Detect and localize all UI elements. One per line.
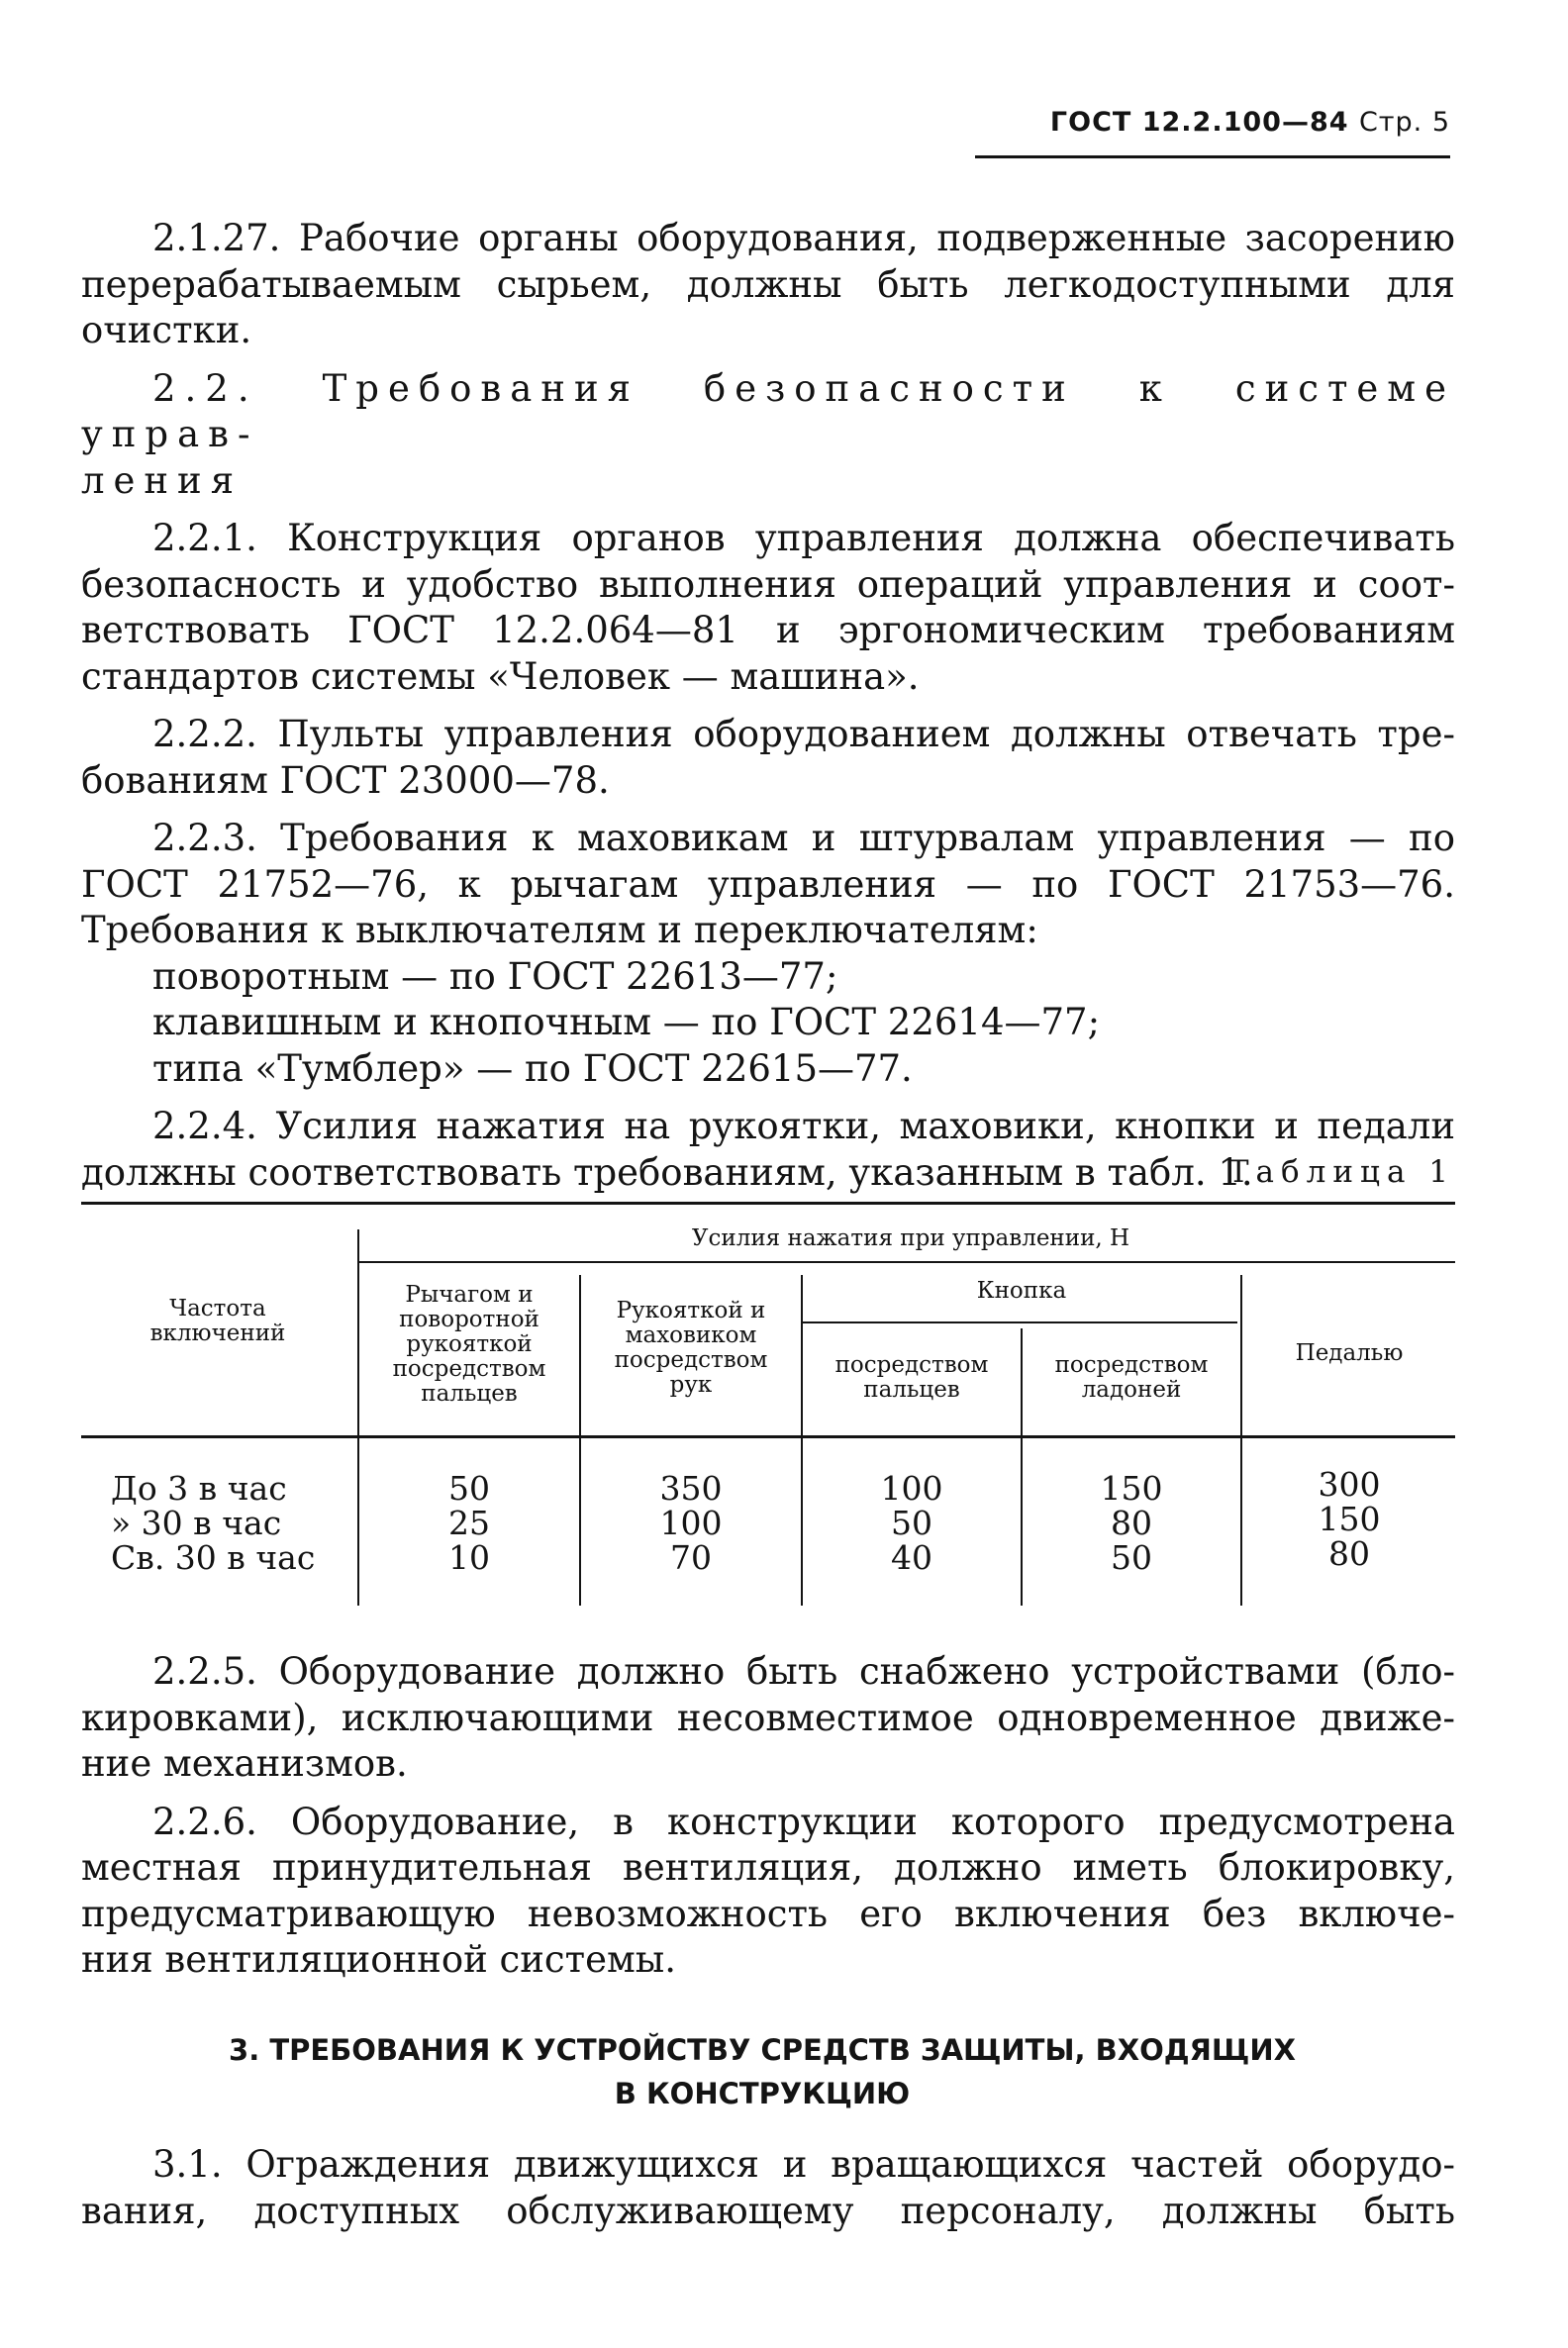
text-line: 2.2.6. Оборудование, в конструкции которого предусмотрена [152,1800,1455,1843]
cell-button-fingers: 50 [891,1504,932,1542]
paragraph-2-2-2 [81,712,1455,804]
cell-button-palms: 150 [1100,1469,1163,1508]
cell-lever: 10 [448,1538,490,1577]
col-divider [579,1275,581,1606]
text-line: вания, доступных обслуживающему персоналу, должны быть [81,2189,1455,2232]
table-top-rule [81,1202,1455,1205]
list-item: поворотным — по ГОСТ 22613—77; [152,954,838,998]
lower-text-block [81,1649,1455,1984]
col-divider [801,1275,803,1606]
cell-lever: 25 [448,1504,490,1542]
col-header-pedal: Педалью [1295,1340,1404,1366]
cell-button-fingers: 100 [880,1469,943,1508]
paragraph-2-2-3 [81,816,1455,1092]
header-doc-number: ГОСТ 12.2.100—84 [1049,107,1349,138]
col-header-button-fingers: посредством пальцев [834,1352,989,1403]
list-item: типа «Тумблер» — по ГОСТ 22615—77. [152,1046,913,1090]
text-line: Требования к выключателям и переключателям: [81,909,1038,951]
cell-pedal: 300 [1318,1465,1381,1504]
text-line: 3.1. Ограждения движущихся и вращающихся частей оборудо- [152,2143,1455,2186]
button-header-rule [802,1321,1237,1323]
text-line: ния вентиляционной системы. [81,1938,676,1981]
paragraph-2-2-5 [81,1649,1455,1788]
col-header-button: Кнопка [976,1278,1067,1304]
text-line: предусматривающую невозможность его включения без включе- [81,1892,1455,1935]
text-line: ние механизмов. [81,1742,408,1785]
cell-handle: 70 [670,1538,712,1577]
section-3-title: 3. ТРЕБОВАНИЯ К УСТРОЙСТВУ СРЕДСТВ ЗАЩИТЫ, ВХОДЯЩИХ В КОНСТРУКЦИЮ [229,2033,1296,2110]
text-line: 2.2.2. Пульты управления оборудованием должны отвечать тре- [152,713,1455,755]
header-bottom-rule [81,1435,1455,1438]
text-line: безопасность и удобство выполнения операций управления и соот- [81,562,1455,606]
col-divider [1240,1275,1242,1606]
cell-handle: 100 [659,1504,723,1542]
cell-frequency: » 30 в час [111,1504,282,1542]
table-label: Таблица 1 [1227,1154,1455,1190]
heading-2-2 [81,366,1455,505]
cell-handle: 350 [659,1469,723,1508]
text-line: должны соответствовать требованиям, указанным в табл. 1. [81,1150,1253,1194]
col-header-frequency: Частота включений [149,1296,286,1346]
text-line: ГОСТ 21752—76, к рычагам управления — по ГОСТ 21753—76. [81,862,1455,906]
cell-button-fingers: 40 [891,1538,932,1577]
cell-frequency: До 3 в час [111,1469,287,1508]
cell-button-palms: 50 [1111,1538,1152,1577]
section-heading: 2.2. Требования безопасности к системе управ- [81,366,1455,455]
header-rule [975,155,1450,158]
text-line: кировками), исключающими несовместимое одновременное движе- [81,1696,1455,1739]
col-header-button-palms: посредством ладоней [1054,1352,1209,1403]
paragraph-2-1-27 [81,216,1455,354]
paragraph-3-1 [81,2142,1455,2234]
text-line: очистки. [81,309,252,351]
header-page-number: Стр. 5 [1358,107,1450,138]
text-line: 2.2.4. Усилия нажатия на рукоятки, маховики, кнопки и педали [152,1105,1455,1147]
col-divider [1021,1328,1023,1606]
text-line: ветствовать ГОСТ 12.2.064—81 и эргономическим требованиям [81,609,1455,651]
col-header-lever: Рычагом и поворотной рукояткой посредством пальцев [392,1282,546,1407]
list-item: клавишным и кнопочным — по ГОСТ 22614—77; [152,1001,1101,1043]
col-header-handle: Рукояткой и маховиком посредством рук [614,1298,768,1398]
text-line: перерабатываемым сырьем, должны быть легкодоступными для [81,262,1455,306]
cell-pedal: 150 [1318,1500,1381,1538]
col-divider [357,1229,359,1606]
group-header: Усилия нажатия при управлении, Н [691,1225,1130,1251]
section-heading-tail: ления [81,458,244,502]
cell-lever: 50 [448,1469,490,1508]
group-header-rule [358,1261,1455,1263]
text-line: бованиям ГОСТ 23000—78. [81,758,610,802]
text-line: 2.1.27. Рабочие органы оборудования, подверженные засорению [152,217,1455,259]
cell-frequency: Св. 30 в час [111,1538,316,1577]
text-line: местная принудительная вентиляция, должно иметь блокировку, [81,1846,1455,1889]
cell-button-palms: 80 [1111,1504,1152,1542]
text-line: стандартов системы «Человек — машина». [81,654,920,698]
paragraph-2-2-6 [81,1800,1455,1984]
text-line: 2.2.5. Оборудование должно быть снабжено устройствами (бло- [152,1650,1455,1693]
text-line: 2.2.1. Конструкция органов управления должна обеспечивать [152,517,1455,559]
text-line: 2.2.3. Требования к маховикам и штурвалам управления — по [152,817,1455,859]
upper-text-block [81,216,1455,1196]
cell-pedal: 80 [1328,1534,1370,1573]
page-header [975,107,1450,138]
paragraph-2-2-1 [81,516,1455,700]
